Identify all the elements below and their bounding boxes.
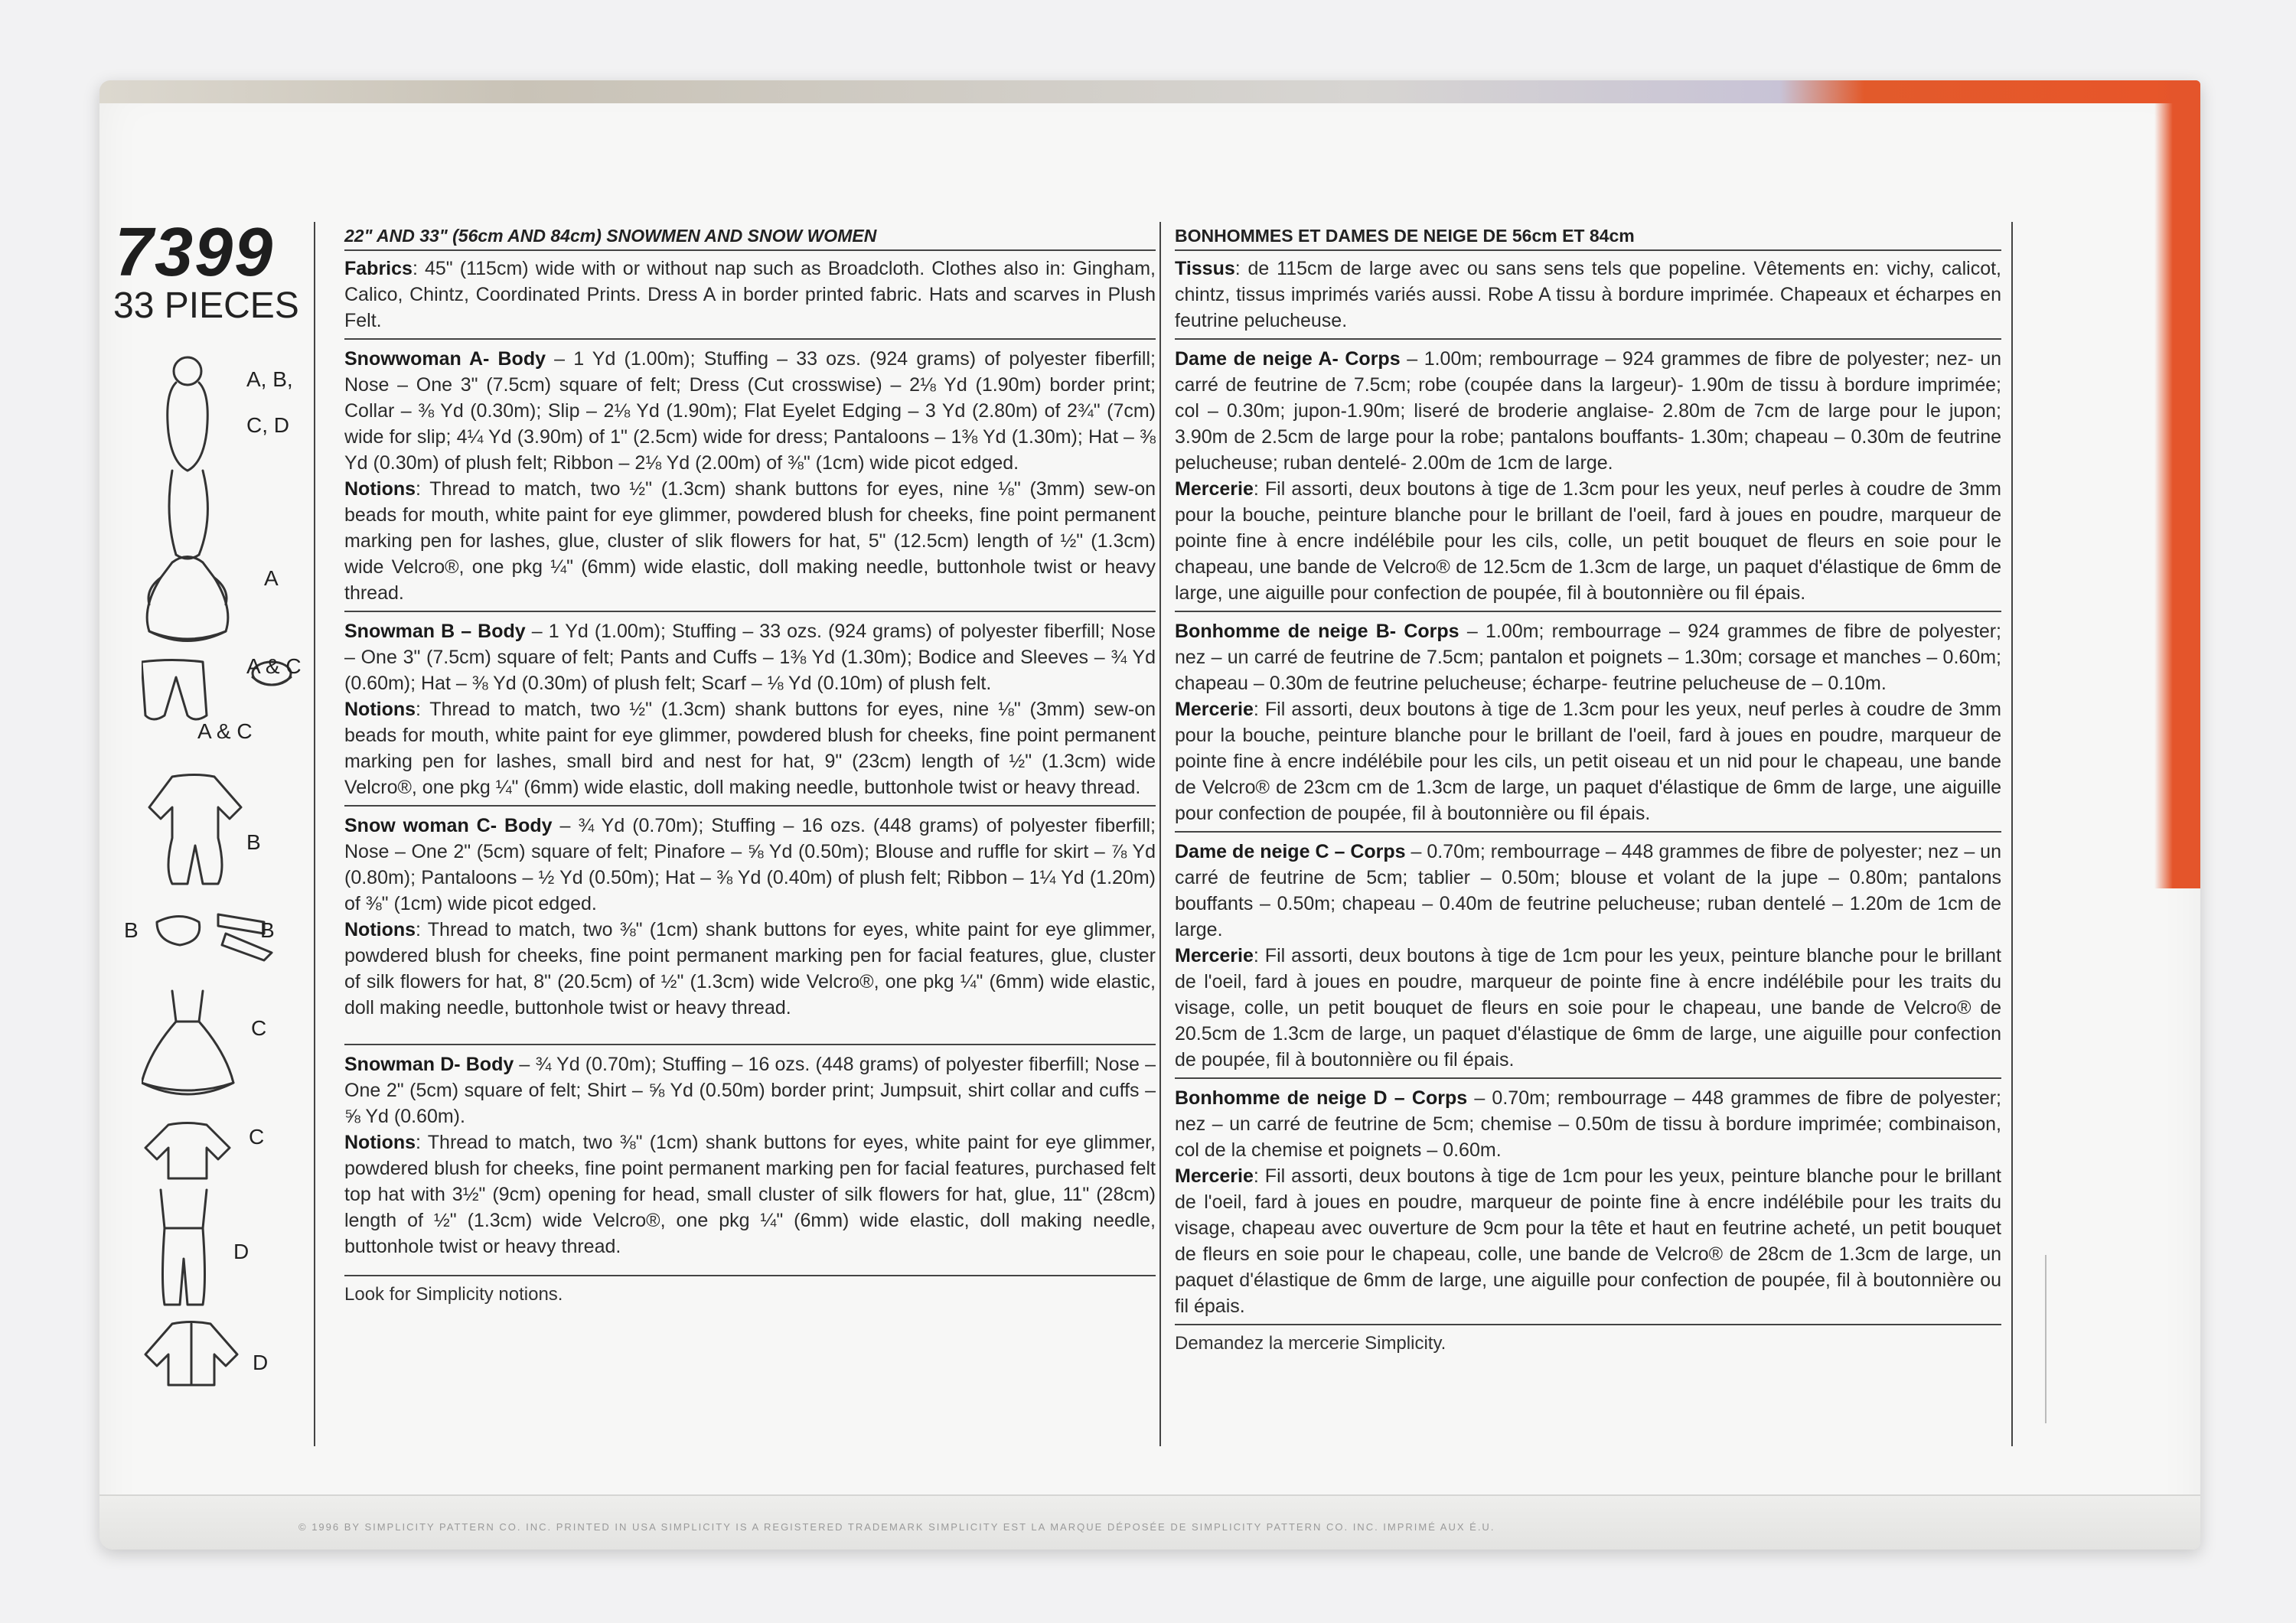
vue-b-mercerie: : Fil assorti, deux boutons à tige de 1.3cm pour les yeux, neuf perles à coudre de 3mm pour la bouche, peinture blanche pour le brillant de l'oeil, fard à joues en poudre, marqueur de pointe fine à encre indélébile pour les cils, un petit oiseau et un nid pour le chapeau, une bande de Velcro® de 23cm cm de 1.3cm de large, un paquet d'élastique de 6mm de large, une aiguille pour confection de poupée, fil à boutonnière ou fil épais. [1175, 699, 2001, 824]
french-column [1175, 226, 2001, 1354]
right-rule [2011, 222, 2013, 1446]
vue-a-heading: Dame de neige A- Corps [1175, 348, 1401, 370]
doll-body-illustration [168, 357, 208, 559]
vue-d-mercerie: : Fil assorti, deux boutons à tige de 1cm pour les yeux, peinture blanche pour le brillant de l'oeil, fard à joues en poudre, marqueur de pointe fine à encre indélébile pour les traits du visage, chapeau avec ouverture de 9cm pour la tête et haut en feutrine acheté, un petit bouquet de fleurs en soie pour le chapeau, colle, une bande de Velcro® de 28cm de 1.3cm de large, un paquet d'élastique de 6mm de large, une aiguille pour confection de poupée, fil à boutonnière ou fil épais. [1175, 1165, 2001, 1317]
view-label: A & C [246, 654, 302, 678]
vue-c-metrage: – 0.70m; rembourrage – 448 grammes de fibre de polyester; nez – un carré de feutrine de 5cm; tablier – 0.50m; blouse et volant de la jupe – 0.80m; pantalons bouffants – 0.50m; chapeau – 0.40m de feutrine pelucheuse; ruban dentelé – 1.20m de 1cm de large. [1175, 841, 2001, 940]
view-label: A [264, 566, 279, 590]
view-b-section [344, 618, 1156, 807]
envelope-orange-edge [2154, 80, 2200, 888]
view-a-heading: Snowwoman A- Body [344, 348, 546, 370]
view-b-notions-label: Notions [344, 699, 416, 720]
english-column [344, 226, 1156, 1305]
center-rule [1159, 222, 1161, 1446]
view-label: B [260, 918, 275, 942]
english-title: 22" AND 33" (56cm AND 84cm) SNOWMEN AND SNOW WOMEN [344, 226, 1156, 251]
view-label: D [233, 1240, 249, 1263]
fabrics-section [344, 256, 1156, 340]
view-c-section [344, 813, 1156, 1045]
french-title: BONHOMMES ET DAMES DE NEIGE DE 56cm ET 84cm [1175, 226, 2001, 251]
vue-d-section [1175, 1085, 2001, 1325]
view-c-notions-label: Notions [344, 919, 416, 940]
tissus-label: Tissus [1175, 258, 1235, 279]
jumpsuit-b-illustration [149, 775, 241, 885]
view-c-yardage: – ¾ Yd (0.70m); Stuffing – 16 ozs. (448 grams) of polyester fiberfill; Nose – One 2" (5cm) square of felt; Pinafore – ⅝ Yd (0.50m); Blouse and ruffle for skirt – ⅞ Yd (0.80m); Pantaloons – ½ Yd (0.50m); Hat – ⅜ Yd (0.40m) of plush felt; Ribbon – 1¼ Yd (1.20m) of ⅜" (1cm) wide picot edged. [344, 815, 1156, 914]
hat-scarf-b-illustration [157, 914, 272, 960]
french-footer: Demandez la mercerie Simplicity. [1175, 1333, 1446, 1354]
vue-a-metrage: – 1.00m; rembourrage – 924 grammes de fibre de polyester; nez- un carré de feutrine de 7.5cm; robe (coupée dans la largeur)- 1.90m de tissu à bordure imprimée; col – 0.30m; jupon-1.90m; liseré de broderie anglaise- 2.80m de 7cm de large pour le jupon; 3.90m de 2.5cm de large pour la robe; pantalons bouffants- 1.30m; chapeau – 0.30m de feutrine pelucheuse; ruban dentelé- 2.00m de 1cm de large. [1175, 348, 2002, 474]
view-a-notions: : Thread to match, two ½" (1.3cm) shank buttons for eyes, nine ⅛" (3mm) sew-on beads for mouth, white paint for eye glimmer, powdered blush for cheeks, fine point permanent marking pen for lashes, glue, cluster of slik flowers for hat, 5" (12.5cm) length of ½" (1.3cm) wide Velcro®, one pkg ¼" (6mm) wide elastic, doll making needle, buttonhole twist or heavy thread. [344, 478, 1156, 604]
envelope-flap-mark [2045, 1255, 2077, 1423]
view-c-notions: : Thread to match, two ⅜" (1cm) shank buttons for eyes, white paint for eye glimmer, powdered blush for cheeks, fine point permanent marking pen for facial features, glue, cluster of silk flowers for hat, 8" (20.5cm) of ½" (1.3cm) wide Velcro®, one pkg ¼" (6mm) wide elastic, doll making needle, buttonhole twist or heavy thread. [344, 919, 1156, 1018]
view-label: C [249, 1125, 265, 1149]
vue-b-mercerie-label: Mercerie [1175, 699, 1254, 720]
vue-c-section [1175, 839, 2001, 1079]
tissus-text: : de 115cm de large avec ou sans sens tels que popeline. Vêtements en: vichy, calicot, chintz, tissus imprimés variés aussi. Robe A tissu à bordure imprimée. Chapeaux et écharpes en feutrine pelucheuse. [1175, 258, 2001, 331]
view-b-yardage: – 1 Yd (1.00m); Stuffing – 33 ozs. (924 grams) of polyester fiberfill; Nose – One 3" (7.5cm) square of felt; Pants and Cuffs – 1⅜ Yd (1.30m); Bodice and Sleeves – ¾ Yd (0.60m); Hat – ⅜ Yd (0.30m) of plush felt; Scarf – ⅛ Yd (0.10m) of plush felt. [344, 621, 1156, 694]
vue-b-heading: Bonhomme de neige B- Corps [1175, 621, 1459, 642]
vue-d-mercerie-label: Mercerie [1175, 1165, 1254, 1187]
english-footer: Look for Simplicity notions. [344, 1284, 563, 1305]
vue-a-section [1175, 346, 2001, 612]
view-label: B [124, 918, 139, 942]
view-d-yardage: – ¾ Yd (0.70m); Stuffing – 16 ozs. (448 grams) of polyester fiberfill; Nose – One 2" (5cm) square of felt; Shirt – ⅝ Yd (0.50m) border print; Jumpsuit, shirt collar and cuffs – ⅝ Yd (0.60m). [344, 1054, 1156, 1127]
legal-text: © 1996 BY SIMPLICITY PATTERN CO. INC. PRINTED IN USA SIMPLICITY IS A REGISTERED TRADEMARK SIMPLICITY EST LA MARQUE DÉPOSÉE DE SIMPLICITY PATTERN CO. INC. IMPRIMÉ AUX É.U. [298, 1521, 1495, 1533]
view-a-yardage: – 1 Yd (1.00m); Stuffing – 33 ozs. (924 grams) of polyester fiberfill; Nose – One 3" (7.5cm) square of felt; Dress (Cut crosswise) – 2⅛ Yd (1.90m) border print; Collar – ⅜ Yd (0.30m); Slip – 2⅛ Yd (1.90m); Flat Eyelet Edging – 3 Yd (2.80m) of 2¾" (7cm) wide for slip; 4¼ Yd (3.90m) of 1" (2.5cm) wide for dress; Pantaloons – 1⅜ Yd (1.30m); Hat – ⅜ Yd (0.30m) of plush felt; Ribbon – 2⅛ Yd (2.00m) of ⅜" (1cm) wide picot edged. [344, 348, 1156, 474]
vue-b-metrage: – 1.00m; rembourrage – 924 grammes de fibre de polyester; nez – un carré de feutrine de 7.5cm; pantalon et poignets – 1.30m; corsage et manches – 0.60m; chapeau – 0.30m de feutrine pelucheuse; écharpe- feutrine pelucheuse de – 0.10m. [1175, 621, 2001, 694]
vue-c-mercerie-label: Mercerie [1175, 945, 1254, 966]
view-label: C, D [246, 413, 289, 437]
vue-c-mercerie: : Fil assorti, deux boutons à tige de 1cm pour les yeux, peinture blanche pour le brillant de l'oeil, fard à joues en poudre, marqueur de pointe fine à encre indélébile pour les traits du visage, colle, un petit bouquet de fleurs en soie pour le chapeau, une bande de Velcro® de 20.5cm de 1.3cm de large, un paquet d'élastique de 6mm de large, une aiguille pour confection de poupée, fil à boutonnière ou fil épais. [1175, 945, 2001, 1071]
view-d-notions: : Thread to match, two ⅜" (1cm) shank buttons for eyes, white paint for eye glimmer, powdered blush for cheeks, fine point permanent marking pen for facial features, purchased felt top hat with 3½" (9cm) opening for head, small cluster of silk flowers for hat, glue, 11" (28cm) length of ½" (1.3cm) wide Velcro®, one pkg ¼" (6mm) wide elastic, doll making needle, buttonhole twist or heavy thread. [344, 1132, 1156, 1257]
view-d-notions-label: Notions [344, 1132, 416, 1153]
view-d-heading: Snowman D- Body [344, 1054, 514, 1075]
view-label: A & C [197, 719, 253, 743]
pinafore-c-illustration [142, 991, 233, 1094]
vue-d-metrage: – 0.70m; rembourrage – 448 grammes de fibre de polyester; nez – un carré de feutrine de 5cm; chemise – 0.50m de tissu à bordure imprimée; combinaison, col de la chemise et poignets – 0.60m. [1175, 1087, 2001, 1161]
view-d-section [344, 1051, 1156, 1276]
view-c-heading: Snow woman C- Body [344, 815, 553, 836]
view-a-notions-label: Notions [344, 478, 416, 500]
vue-b-section [1175, 618, 2001, 833]
view-label: C [251, 1016, 267, 1040]
fabrics-label: Fabrics [344, 258, 413, 279]
view-b-notions: : Thread to match, two ½" (1.3cm) shank buttons for eyes, nine ⅛" (3mm) sew-on beads for mouth, white paint for eye glimmer, powdered blush for cheeks, fine point permanent marking pen for lashes, small bird and nest for hat, 9" (23cm) length of ½" (1.3cm) wide Velcro®, one pkg ¼" (6mm) wide elastic, doll making needle, buttonhole twist or heavy thread. [344, 699, 1156, 798]
view-label: B [246, 830, 261, 854]
view-b-heading: Snowman B – Body [344, 621, 526, 642]
view-a-section [344, 346, 1156, 612]
envelope-top-strip [99, 80, 2200, 103]
envelope-bottom-fold [99, 1494, 2200, 1550]
tissus-section [1175, 256, 2001, 340]
pattern-number: 7399 [115, 214, 275, 291]
view-label: D [253, 1351, 269, 1374]
vue-d-heading: Bonhomme de neige D – Corps [1175, 1087, 1468, 1109]
vue-c-heading: Dame de neige C – Corps [1175, 841, 1406, 862]
vue-a-mercerie: : Fil assorti, deux boutons à tige de 1.3cm pour les yeux, neuf perles à coudre de 3mm pour la bouche, peinture blanche pour le brillant de l'oeil, fard à joues en poudre, marqueur de pointe fine à encre indélébile pour les cils, colle, un petit bouquet de fleurs en soie pour le chapeau, une bande de Velcro® de 12.5cm de 1.3cm de large, un paquet d'élastique de 6mm de large, une aiguille pour confection de poupée, fil à boutonnière ou fil épais. [1175, 478, 2001, 604]
view-label: A, B, [246, 367, 293, 391]
vue-a-mercerie-label: Mercerie [1175, 478, 1254, 500]
shirt-d-illustration [145, 1322, 237, 1386]
piece-count: 33 PIECES [113, 285, 299, 326]
fabrics-text: : 45" (115cm) wide with or without nap such as Broadcloth. Clothes also in: Gingham, Calico, Chintz, Coordinated Prints. Dress A in border printed fabric. Hats and scarves in Plush Felt. [344, 258, 1156, 331]
blouse-c-illustration [145, 1123, 230, 1179]
jumpsuit-d-illustration [161, 1190, 207, 1305]
dress-a-illustration [147, 557, 228, 641]
